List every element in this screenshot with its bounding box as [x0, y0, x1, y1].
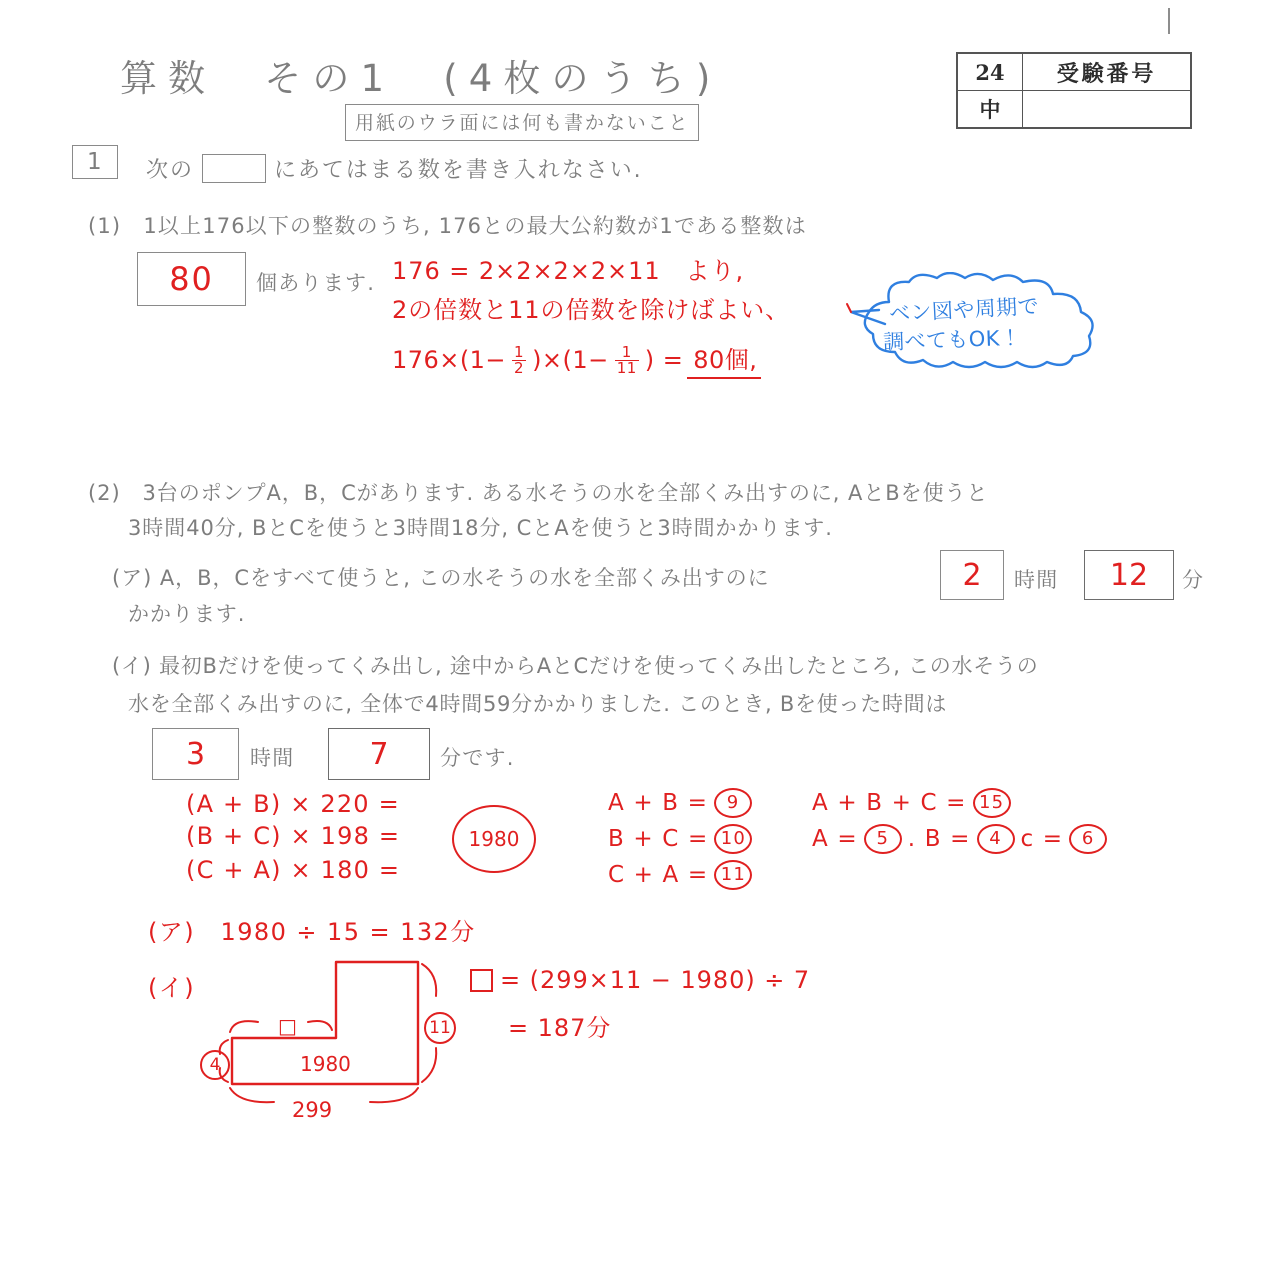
cloud-text-line-1: ベン図や周期で — [888, 294, 1040, 326]
instruction-text-before: 次の — [146, 158, 194, 183]
question-2a-hours-label: 時間 — [1014, 568, 1059, 592]
question-2b-line-2: 水を全部くみ出すのに, 全体で4時間59分かかりました. このとき, Bを使った時間は — [128, 692, 948, 716]
fraction-numerator: 1 — [514, 343, 525, 361]
question-2b-hours-value: 3 — [185, 736, 206, 772]
work-equation-right-1-lhs: A + B + C = — [812, 790, 967, 816]
instruction-blank-box — [202, 154, 266, 183]
question-2-line-2: 3時間40分, BとCを使うと3時間18分, CとAを使うと3時間かかります. — [128, 516, 833, 540]
square-unknown-glyph — [470, 969, 493, 992]
question-1-answer-value: 80 — [169, 260, 214, 298]
diagram-right-circled-label: 11 — [424, 1012, 456, 1044]
instruction-line — [146, 153, 643, 184]
work-calculation-part-b-eq1 — [470, 966, 810, 994]
no-write-on-back-note: 用紙のウラ面には何も書かないこと — [345, 104, 699, 141]
work-equation-mid-3 — [608, 860, 752, 890]
fraction-denominator: 11 — [616, 359, 637, 377]
question-1-answer-box[interactable] — [137, 252, 246, 306]
q1-work-suffix: ) = — [644, 345, 684, 374]
circled-total-1980: 1980 — [452, 805, 536, 873]
page-title: 算数 その1 (4枚のうち) — [120, 57, 722, 100]
question-2a-minutes-box[interactable] — [1084, 550, 1174, 600]
question-2-line-1: (2) 3台のポンプA，B，Cがあります. ある水そうの水を全部くみ出すのに, AとBを使うと — [88, 481, 989, 505]
circled-number: 11 — [714, 860, 752, 890]
work-equation-mid-2-lhs: B + C = — [608, 826, 709, 852]
value-b-label: . B = — [907, 826, 971, 852]
work-calculation-part-a: (ア) 1980 ÷ 15 = 132分 — [148, 918, 476, 946]
work-equation-left-2: (B + C) × 198 = — [186, 822, 401, 850]
diagram-top-label: □ — [278, 1014, 297, 1038]
question-2b-hours-label: 時間 — [250, 746, 295, 770]
question-2b-minutes-value: 7 — [369, 736, 389, 772]
work-equation-right-values — [812, 824, 1107, 854]
exam-grade-suffix: 中 — [957, 91, 1023, 129]
question-2a-hours-box[interactable] — [940, 550, 1004, 600]
work-calculation-part-b-label: (イ) — [148, 974, 196, 1002]
diagram-bottom-label: 299 — [292, 1098, 333, 1122]
work-equation-mid-3-lhs: C + A = — [608, 862, 709, 888]
question-2a-line-1: (ア) A，B，Cをすべて使うと, この水そうの水を全部くみ出すのに — [112, 566, 770, 590]
fraction-denominator: 2 — [514, 359, 525, 377]
cloud-text-line-2: 調べてもOK！ — [882, 325, 1022, 355]
question-1-result-underlined: 80個, — [687, 340, 761, 379]
exam-number-input-cell[interactable] — [1023, 91, 1192, 129]
work-equation-right-1 — [812, 788, 1011, 818]
l-shape-area-diagram — [196, 952, 476, 1132]
q1-work-prefix: 176×(1− — [392, 345, 507, 374]
work-equation-mid-1-lhs: A + B = — [608, 790, 709, 816]
question-2a-hours-value: 2 — [962, 557, 982, 593]
instruction-text-after: にあてはまる数を書き入れなさい. — [273, 158, 643, 183]
work-calculation-part-b-eq1-text: = (299×11 − 1980) ÷ 7 — [500, 966, 811, 994]
problem-number-box: 1 — [72, 145, 118, 179]
exam-number-label: 受験番号 — [1023, 53, 1192, 91]
circled-number-b: 4 — [977, 824, 1015, 854]
circled-number: 9 — [714, 788, 752, 818]
question-2a-minutes-label: 分 — [1182, 568, 1205, 592]
value-a-label: A = — [812, 826, 858, 852]
fraction-one-eleventh — [615, 345, 639, 376]
diagram-left-circled-label: 4 — [200, 1050, 230, 1080]
diagram-area-label: 1980 — [300, 1052, 351, 1076]
question-2b-minutes-label: 分です. — [440, 746, 515, 770]
exam-grade-number: 24 — [957, 53, 1023, 91]
question-2a-minutes-value: 12 — [1109, 557, 1149, 593]
question-1-work-line-3 — [392, 340, 761, 379]
question-2b-line-1: (イ) 最初Bだけを使ってくみ出し, 途中からAとCだけを使ってくみ出したところ, この水そうの — [112, 654, 1039, 678]
work-equation-left-1: (A + B) × 220 = — [186, 790, 400, 818]
exam-number-table — [956, 52, 1192, 129]
question-2b-hours-box[interactable] — [152, 728, 239, 780]
circled-number: 15 — [973, 788, 1011, 818]
q1-work-mid: )×(1− — [532, 345, 609, 374]
page-corner-tick — [1168, 8, 1170, 34]
circled-number: 10 — [714, 824, 752, 854]
fraction-numerator: 1 — [621, 343, 632, 361]
question-2a-line-2: かかります. — [128, 602, 246, 626]
question-1-text: (1) 1以上176以下の整数のうち, 176との最大公約数が1である整数は — [88, 214, 807, 238]
question-2b-minutes-box[interactable] — [328, 728, 430, 780]
work-equation-mid-2 — [608, 824, 752, 854]
work-calculation-part-b-eq2: = 187分 — [508, 1014, 612, 1042]
circled-number-a: 5 — [864, 824, 902, 854]
question-1-work-line-1: 176 = 2×2×2×2×11 より, — [392, 257, 745, 285]
circled-number-c: 6 — [1069, 824, 1107, 854]
value-c-label: c = — [1020, 826, 1064, 852]
blue-cloud-callout — [845, 272, 1117, 372]
question-1-unit-label: 個あります. — [256, 271, 376, 295]
work-equation-left-3: (C + A) × 180 = — [186, 856, 401, 884]
question-1-work-line-2: 2の倍数と11の倍数を除けばよい、 — [392, 296, 791, 324]
fraction-one-half — [512, 345, 526, 376]
work-equation-mid-1 — [608, 788, 752, 818]
